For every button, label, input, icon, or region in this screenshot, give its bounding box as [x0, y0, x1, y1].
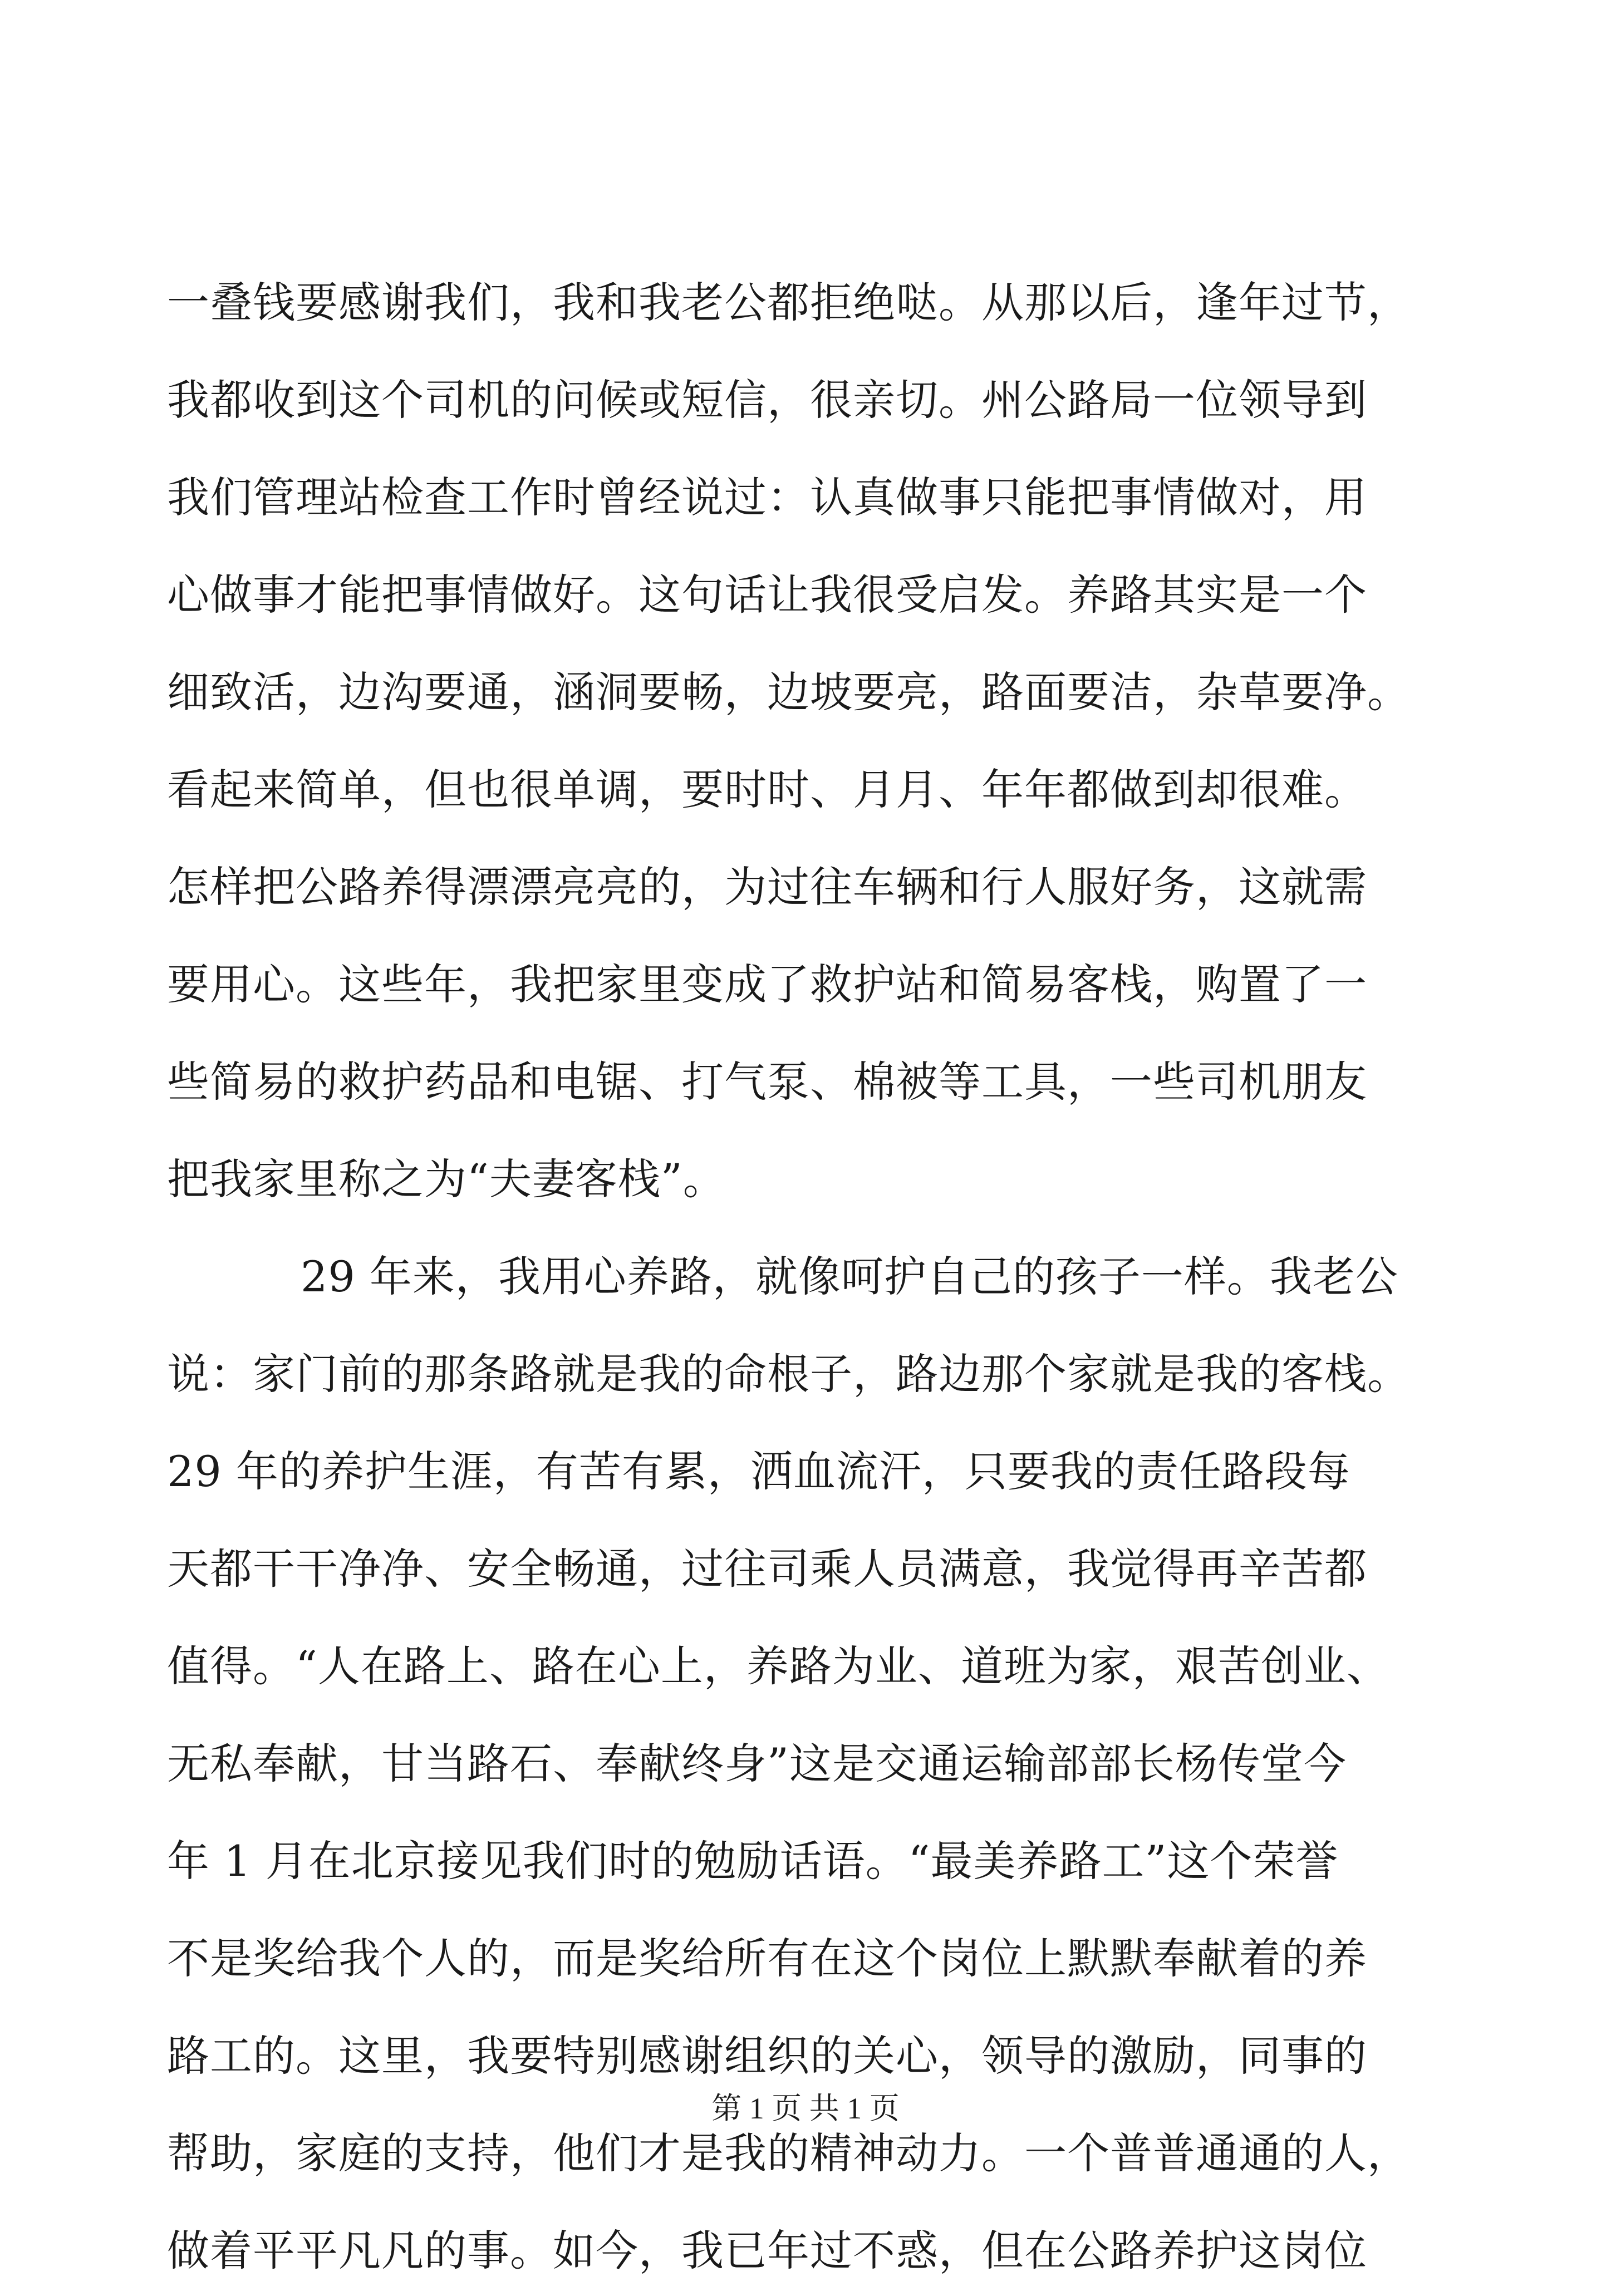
text-line: 我都收到这个司机的问候或短信，很亲切。州公路局一位领导到: [167, 375, 1367, 425]
text-line: 29 年的养护生涯，有苦有累，洒血流汗，只要我的责任路段每: [167, 1447, 1350, 1496]
text-line: 不是奖给我个人的，而是奖给所有在这个岗位上默默奉献着的养: [167, 1934, 1367, 1983]
text-line: 说：家门前的那条路就是我的命根子，路边那个家就是我的客栈。: [167, 1349, 1410, 1399]
text-line: 把我家里称之为“夫妻客栈”。: [167, 1154, 726, 1204]
text-line: 我们管理站检查工作时曾经说过：认真做事只能把事情做对，用: [167, 473, 1367, 522]
document-body: [167, 250, 1442, 2296]
text-line: 无私奉献，甘当路石、奉献终身”这是交通运输部部长杨传堂今: [167, 1739, 1347, 1788]
text-line: 怎样把公路养得漂漂亮亮的，为过往车辆和行人服好务，这就需: [167, 862, 1367, 912]
text-line: 要用心。这些年，我把家里变成了救护站和简易客栈，购置了一: [167, 960, 1367, 1009]
text-line: 年 1 月在北京接见我们时的勉励话语。“最美养路工”这个荣誉: [167, 1836, 1339, 1886]
text-line: 看起来简单，但也很单调，要时时、月月、年年都做到却很难。: [167, 765, 1367, 814]
text-line: 帮助，家庭的支持，他们才是我的精神动力。一个普普通通的人，: [167, 2128, 1410, 2178]
text-line: 一叠钱要感谢我们，我和我老公都拒绝哒。从那以后，逢年过节，: [167, 278, 1410, 327]
text-line: 值得。“人在路上、路在心上，养路为业、道班为家，艰苦创业、: [167, 1641, 1389, 1691]
paragraph-first-line: 29 年来，我用心养路，就像呵护自己的孩子一样。我老公: [301, 1252, 1398, 1301]
text-line: 天都干干净净、安全畅通，过往司乘人员满意，我觉得再辛苦都: [167, 1544, 1367, 1594]
text-line: 做着平平凡凡的事。如今，我已年过不惑，但在公路养护这岗位: [167, 2226, 1367, 2275]
text-line: 路工的。这里，我要特别感谢组织的关心，领导的激励，同事的: [167, 2031, 1367, 2081]
text-line: 些简易的救护药品和电锯、打气泵、棉被等工具，一些司机朋友: [167, 1057, 1367, 1107]
text-line: 细致活，边沟要通，涵洞要畅，边坡要亮，路面要洁，杂草要净。: [167, 667, 1410, 717]
page-number-footer: 第 1 页 共 1 页: [711, 2092, 900, 2125]
text-line: 心做事才能把事情做好。这句话让我很受启发。养路其实是一个: [167, 570, 1367, 620]
